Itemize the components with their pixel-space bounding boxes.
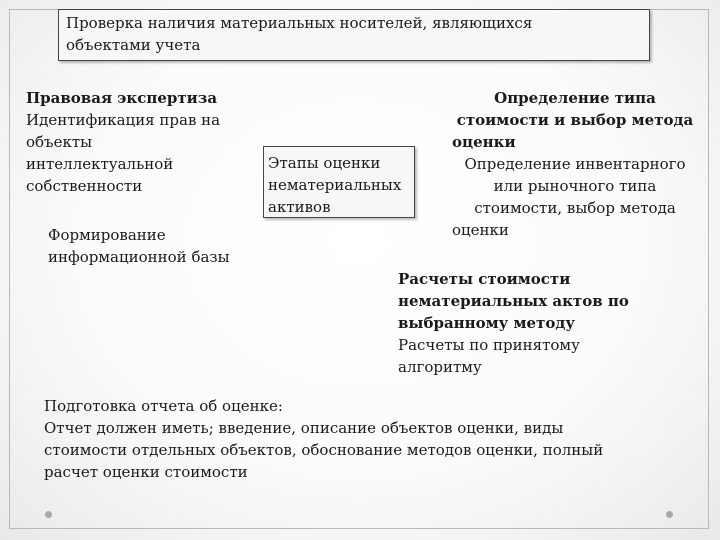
info-base-line-1: Формирование [48, 226, 166, 244]
legal-line-1: Идентификация прав на [26, 111, 221, 129]
value-type-line-3: стоимости, выбор метода [474, 199, 676, 217]
legal-heading: Правовая экспертиза [26, 89, 218, 107]
value-type-heading-2: стоимости и выбор метода [456, 111, 694, 129]
calc-line-2: алгоритму [398, 358, 482, 376]
value-type-line-1: Определение инвентарного [464, 155, 686, 173]
title-line-1: Проверка наличия материальных носителей, являющихся [66, 14, 533, 32]
center-line-1: Этапы оценки [268, 154, 381, 172]
calc-line-1: Расчеты по принятому [398, 336, 580, 354]
legal-line-2: объекты [26, 133, 93, 151]
report-line-3: стоимости отдельных объектов, обоснование методов оценки, полный [44, 441, 604, 459]
corner-dot-left [45, 511, 52, 518]
report-line-1: Подготовка отчета об оценке: [44, 397, 283, 415]
value-type-line-2: или рыночного типа [493, 177, 657, 195]
calc-heading-3: выбранному методу [398, 314, 575, 332]
info-base-line-2: информационной базы [48, 248, 230, 266]
center-line-3: активов [268, 198, 331, 216]
title-line-2: объектами учета [66, 36, 201, 54]
calc-heading-1: Расчеты стоимости [398, 270, 571, 288]
legal-line-4: собственности [26, 177, 143, 195]
report-line-2: Отчет должен иметь; введение, описание объектов оценки, виды [44, 419, 564, 437]
value-type-line-4: оценки [452, 221, 509, 239]
corner-dot-right [666, 511, 673, 518]
legal-line-3: интеллектуальной [26, 155, 174, 173]
value-type-heading-3: оценки [452, 133, 516, 151]
report-line-4: расчет оценки стоимости [44, 463, 248, 481]
calc-heading-2: нематериальных актов по [398, 292, 629, 310]
value-type-heading-1: Определение типа [494, 89, 656, 107]
center-line-2: нематериальных [268, 176, 402, 194]
